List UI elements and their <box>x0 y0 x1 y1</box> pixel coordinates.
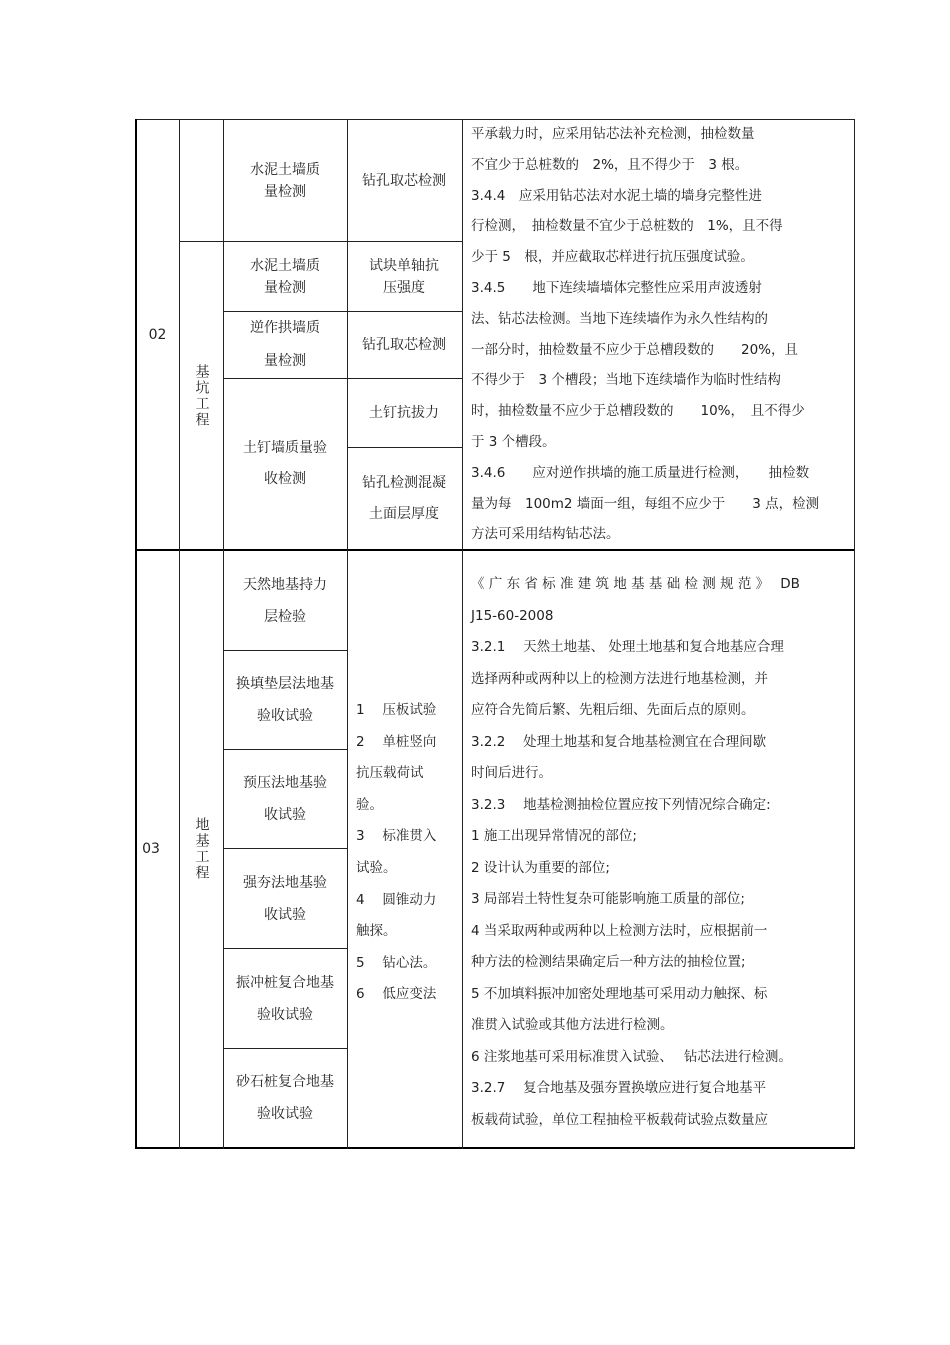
row02-item-1-name: 水泥土墙质量检测 <box>250 161 320 200</box>
row02-basis-line: 方法可采用结构钻芯法。 <box>471 526 620 543</box>
row02-item-4-method-1: 土钉抗拔力 <box>369 405 439 421</box>
col-line-2 <box>223 119 224 1149</box>
row03-basis-line: 5 不加填料振冲加密处理地基可采用动力触探、标 <box>471 985 768 1002</box>
row03-basis-line: 时间后进行。 <box>471 765 552 781</box>
row02-item-3-name: 逆作拱墙质量检测 <box>250 320 320 369</box>
row02-basis-line: 3.4.4 应采用钻芯法对水泥土墙的墙身完整性进 <box>471 187 762 204</box>
row03-method-line: 抗压载荷试 <box>356 765 424 782</box>
row02-basis-line: 3.4.6 应对逆作拱墙的施工质量进行检测， 抽检数 <box>471 464 810 481</box>
row02-item-4-name: 土钉墙质量验收检测 <box>243 440 327 487</box>
row03-method-line: 5 钻心法。 <box>356 954 437 971</box>
row02-basis-line: 量为每 100m2 墙面一组，每组不应少于 3 点，检测 <box>471 495 820 512</box>
row03-basis-line: 4 当采取两种或两种以上检测方法时，应根据前一 <box>471 922 768 939</box>
row02-basis-line: 平承载力时，应采用钻芯法补充检测，抽检数量 <box>471 126 755 142</box>
row03-basis-line: 准贯入试验或其他方法进行检测。 <box>471 1017 674 1033</box>
row03-basis-line: 2 设计认为重要的部位; <box>471 859 610 876</box>
row02-basis-line: 3.4.5 地下连续墙墙体完整性应采用声波透射 <box>471 280 762 296</box>
row02-item-3-method: 钻孔取芯检测 <box>362 336 446 353</box>
row02-item-1-method: 钻孔取芯检测 <box>362 172 446 189</box>
row03-item-6: 砂石桩复合地基验收试验 <box>236 1074 334 1122</box>
row03-method-line: 4 圆锥动力 <box>356 891 437 908</box>
row03-number: 03 <box>142 841 160 857</box>
row03-category-text: 地基工程 <box>193 817 210 881</box>
row03-item-5: 振冲桩复合地基验收试验 <box>236 974 334 1023</box>
row03-basis-line: 3.2.1 天然土地基、 处理土地基和复合地基应合理 <box>471 639 784 655</box>
row03-method-line: 2 单桩竖向 <box>356 733 437 750</box>
row03-method-line: 触探。 <box>356 923 397 940</box>
row03-basis-line: 1 施工出现异常情况的部位; <box>471 828 637 844</box>
row02-category-text: 基坑工程 <box>193 363 210 428</box>
row02-basis-line: 不得少于 3 个槽段；当地下连续墙作为临时性结构 <box>471 372 781 389</box>
row03-basis-line: 3 局部岩土特性复杂可能影响施工质量的部位; <box>471 891 745 907</box>
row03-item-1: 天然地基持力层检验 <box>243 576 327 625</box>
col-line-3 <box>347 119 348 1149</box>
row03-category <box>180 551 223 1147</box>
row03-basis-line: J15-60-2008 <box>471 607 554 624</box>
table-border-right <box>854 119 855 1149</box>
row03-method-line: 验。 <box>356 796 383 813</box>
row02-basis-line: 时，抽检数量不应少于总槽段数的 10%， 且不得少 <box>471 403 805 420</box>
row02-basis-line: 法、钻芯法检测。当地下连续墙作为永久性结构的 <box>471 310 768 327</box>
row02-basis-line: 于 3 个槽段。 <box>471 434 556 450</box>
row02-item-4-method-2: 钻孔检测混凝土面层厚度 <box>362 474 446 522</box>
row02-basis-line: 一部分时，抽检数量不应少于总槽段数的 20%，且 <box>471 341 799 358</box>
row03-method-line: 试验。 <box>356 860 397 876</box>
row02-basis-line: 行检测， 抽检数量不宜少于总桩数的 1%，且不得 <box>471 218 783 235</box>
row03-method-line: 6 低应变法 <box>356 986 437 1003</box>
row03-method-line: 1 压板试验 <box>356 702 437 718</box>
row03-method-line: 3 标准贯入 <box>356 828 437 845</box>
row02-number: 02 <box>148 326 167 343</box>
row02-item-2-method: 试块单轴抗压强度 <box>369 257 439 296</box>
row03-item-2: 换填垫层法地基验收试验 <box>236 676 334 724</box>
row03-basis-line: 6 注浆地基可采用标准贯入试验、 钻芯法进行检测。 <box>471 1048 792 1065</box>
row03-basis-line: 种方法的检测结果确定后一种方法的抽检位置; <box>471 954 746 970</box>
row03-basis-line: 3.2.2 处理土地基和复合地基检测宜在合理间歇 <box>471 733 767 750</box>
row02-basis-line: 不宜少于总桩数的 2%，且不得少于 3 根。 <box>471 156 749 173</box>
row03-basis-line: 3.2.3 地基检测抽检位置应按下列情况综合确定: <box>471 796 771 813</box>
row03-item-3: 预压法地基验收试验 <box>243 775 327 823</box>
row02-item-2-name: 水泥土墙质量检测 <box>250 257 320 296</box>
table-border-bottom <box>135 1147 855 1149</box>
row03-basis-line: 应符合先简后繁、先粗后细、先面后点的原则。 <box>471 702 755 718</box>
row02-category <box>180 242 223 549</box>
row02-basis-line: 少于 5 根，并应截取芯样进行抗压强度试验。 <box>471 249 754 266</box>
row03-basis-line: 《 广 东 省 标 准 建 筑 地 基 基 础 检 测 规 范 》 DB <box>471 576 800 592</box>
row03-basis-line: 3.2.7 复合地基及强夯置换墩应进行复合地基平 <box>471 1080 767 1096</box>
row03-basis-line: 板载荷试验，单位工程抽检平板载荷试验点数量应 <box>471 1111 768 1128</box>
col-line-4 <box>462 119 463 1149</box>
row03-basis-line: 选择两种或两种以上的检测方法进行地基检测，并 <box>471 670 768 687</box>
row03-item-4: 强夯法地基验收试验 <box>243 874 327 923</box>
